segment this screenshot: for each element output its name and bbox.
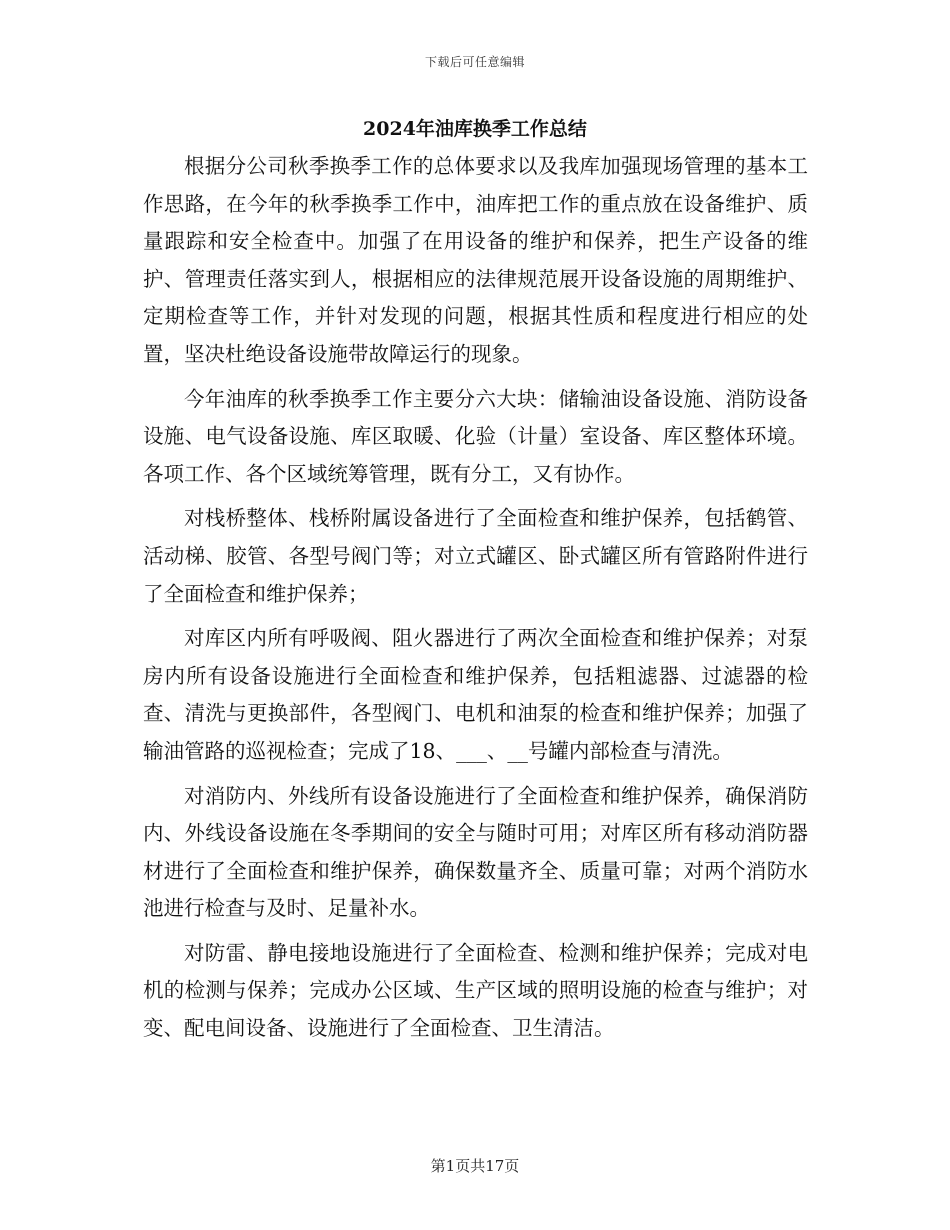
document-title: 2024年油库换季工作总结 [363,118,587,140]
paragraph: 今年油库的秋季换季工作主要分六大块：储输油设备设施、消防设备设施、电气设备设施、库区取暖、化验（计量）室设备、库区整体环境。各项工作、各个区域统筹管理，既有分工，又有协作。 [143,386,808,486]
paragraph: 对库区内所有呼吸阀、阻火器进行了两次全面检查和维护保养；对泵房内所有设备设施进行全面检查和维护保养，包括粗滤器、过滤器的检查、清洗与更换部件，各型阀门、电机和油泵的检查和维护保养；加强了输油管路的巡视检查；完成了18、___、__号罐内部检查与清洗。 [143,626,808,763]
paragraph: 对消防内、外线所有设备设施进行了全面检查和维护保养，确保消防内、外线设备设施在冬季期间的安全与随时可用；对库区所有移动消防器材进行了全面检查和维护保养，确保数量齐全、质量可靠；对两个消防水池进行检查与及时、足量补水。 [143,783,808,921]
paragraph: 根据分公司秋季换季工作的总体要求以及我库加强现场管理的基本工作思路，在今年的秋季换季工作中，油库把工作的重点放在设备维护、质量跟踪和安全检查中。加强了在用设备的维护和保养，把生产设备的维护、管理责任落实到人，根据相应的法律规范展开设备设施的周期维护、定期检查等工作，并针对发现的问题，根据其性质和程度进行相应的处置，坚决杜绝设备设施带故障运行的现象。 [143,154,808,366]
paragraph: 对栈桥整体、栈桥附属设备进行了全面检查和维护保养，包括鹤管、活动梯、胶管、各型号阀门等；对立式罐区、卧式罐区所有管路附件进行了全面检查和维护保养； [143,506,808,606]
paragraph: 对防雷、静电接地设施进行了全面检查、检测和维护保养；完成对电机的检测与保养；完成办公区域、生产区域的照明设施的检查与维护；对变、配电间设备、设施进行了全面检查、卫生清洁。 [143,940,808,1041]
page-number: 第1页共17页 [430,1157,520,1175]
document-body [143,148,808,1055]
page-header-note: 下载后可任意编辑 [424,55,525,69]
